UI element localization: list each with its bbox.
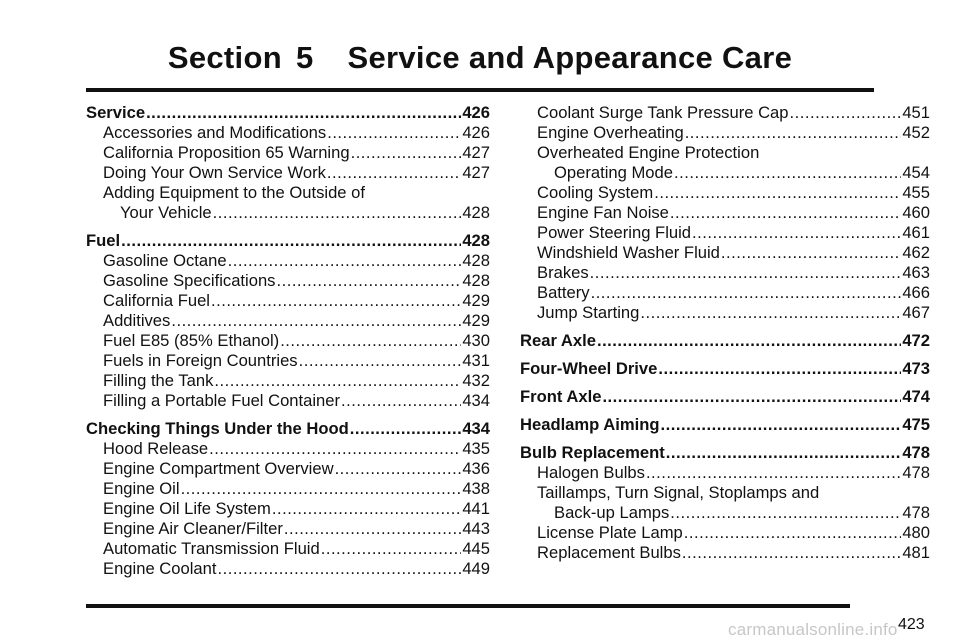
toc-entry-page: 460: [902, 203, 930, 222]
dot-leader: [682, 543, 901, 563]
toc-right-column: [520, 103, 930, 563]
dot-leader: [211, 291, 461, 311]
toc-heading-entry[interactable]: [520, 415, 930, 435]
toc-entry[interactable]: [86, 499, 490, 519]
toc-entry-page: 429: [462, 311, 490, 330]
toc-entry[interactable]: [86, 271, 490, 291]
toc-entry-label: Doing Your Own Service Work: [103, 163, 326, 182]
toc-entry[interactable]: [86, 203, 490, 223]
dot-leader: [684, 523, 902, 543]
toc-entry-label: Front Axle: [520, 387, 602, 406]
toc-entry-label: Cooling System: [537, 183, 654, 202]
toc-entry-page: 443: [462, 519, 490, 538]
toc-entry[interactable]: [86, 559, 490, 579]
toc-entry-label: Rear Axle: [520, 331, 596, 350]
toc-entry[interactable]: [520, 223, 930, 243]
toc-entry-page: 462: [902, 243, 930, 262]
toc-entry[interactable]: [520, 263, 930, 283]
toc-entry-label: Fuels in Foreign Countries: [103, 351, 298, 370]
watermark: carmanualsonline.info: [728, 620, 898, 639]
toc-entry-label: Back-up Lamps: [554, 503, 670, 522]
dot-leader: [654, 183, 901, 203]
toc-entry-page: 473: [902, 359, 930, 378]
toc-entry[interactable]: [86, 311, 490, 331]
toc-entry-label: Accessories and Modifications: [103, 123, 327, 142]
toc-entry-page: 431: [462, 351, 490, 370]
toc-entry-label: Engine Oil: [103, 479, 180, 498]
toc-entry-page: 455: [902, 183, 930, 202]
toc-entry-page: 435: [462, 439, 490, 458]
toc-heading-entry[interactable]: [86, 419, 490, 439]
toc-entry-label: Engine Fan Noise: [537, 203, 669, 222]
dot-leader: [597, 331, 901, 351]
toc-entry[interactable]: [86, 439, 490, 459]
dot-leader: [181, 479, 462, 499]
toc-heading-entry[interactable]: [520, 359, 930, 379]
toc-entry-page: 454: [902, 163, 930, 182]
toc-entry[interactable]: [86, 291, 490, 311]
toc-entry-label: Headlamp Aiming: [520, 415, 660, 434]
toc-entry[interactable]: [520, 463, 930, 483]
toc-entry[interactable]: [86, 163, 490, 183]
toc-entry-page: 434: [462, 391, 490, 410]
toc-entry-label: Battery: [537, 283, 590, 302]
dot-leader: [685, 123, 902, 143]
toc-entry-page: 452: [902, 123, 930, 142]
toc-entry-label: Bulb Replacement: [520, 443, 665, 462]
toc-entry-label: Fuel: [86, 231, 121, 250]
dot-leader: [321, 539, 462, 559]
toc-entry-page: 480: [902, 523, 930, 542]
dot-leader: [351, 143, 462, 163]
toc-entry[interactable]: [86, 351, 490, 371]
toc-entry-page: 429: [462, 291, 490, 310]
toc-entry[interactable]: [520, 103, 930, 123]
dot-leader: [658, 359, 901, 379]
toc-entry-page: 428: [462, 251, 490, 270]
dot-leader: [146, 103, 461, 123]
dot-leader: [121, 231, 461, 251]
dot-leader: [721, 243, 901, 263]
dot-leader: [280, 331, 461, 351]
toc-entry-label: Windshield Washer Fluid: [537, 243, 720, 262]
toc-entry-first-line: Taillamps, Turn Signal, Stoplamps and: [537, 483, 820, 502]
toc-entry[interactable]: [520, 543, 930, 563]
toc-entry[interactable]: [86, 123, 490, 143]
toc-entry-label: Brakes: [537, 263, 589, 282]
dot-leader: [674, 163, 901, 183]
toc-entry-page: 432: [462, 371, 490, 390]
toc-entry-label: License Plate Lamp: [537, 523, 683, 542]
toc-entry[interactable]: [520, 163, 930, 183]
dot-leader: [299, 351, 462, 371]
toc-entry-page: 428: [462, 203, 490, 222]
toc-entry-label: Coolant Surge Tank Pressure Cap: [537, 103, 789, 122]
section-word: Section: [167, 40, 282, 75]
toc-entry-label: Engine Compartment Overview: [103, 459, 334, 478]
toc-entry-label: Service: [86, 103, 146, 122]
dot-leader: [171, 311, 461, 331]
toc-entry-label: Engine Air Cleaner/Filter: [103, 519, 283, 538]
toc-entry-label: Four-Wheel Drive: [520, 359, 658, 378]
toc-entry-page: 475: [902, 415, 930, 434]
toc-entry[interactable]: [86, 479, 490, 499]
dot-leader: [670, 203, 901, 223]
dot-leader: [646, 463, 901, 483]
dot-leader: [591, 283, 902, 303]
toc-entry[interactable]: [86, 539, 490, 559]
toc-entry-page: 426: [462, 103, 490, 122]
toc-entry[interactable]: [86, 251, 490, 271]
toc-entry-label: Gasoline Octane: [103, 251, 227, 270]
toc-entry[interactable]: [86, 459, 490, 479]
toc-entry[interactable]: [86, 391, 490, 411]
dot-leader: [350, 419, 462, 439]
toc-entry-label: Your Vehicle: [120, 203, 212, 222]
toc-entry-first-line: Overheated Engine Protection: [537, 143, 760, 162]
toc-entry-label: Additives: [103, 311, 171, 330]
toc-entry-first-line: Adding Equipment to the Outside of: [103, 183, 365, 202]
toc-entry[interactable]: [520, 243, 930, 263]
toc-entry-page: 478: [902, 443, 930, 462]
toc-heading-entry[interactable]: [86, 103, 490, 123]
toc-entry-page: 428: [462, 231, 490, 250]
dot-leader: [214, 371, 461, 391]
dot-leader: [327, 123, 461, 143]
dot-leader: [341, 391, 461, 411]
toc-entry-page: 438: [462, 479, 490, 498]
toc-entry[interactable]: [86, 143, 490, 163]
dot-leader: [661, 415, 902, 435]
dot-leader: [602, 387, 901, 407]
toc-entry-page: 428: [462, 271, 490, 290]
toc-entry-page: 445: [462, 539, 490, 558]
toc-entry-label: Engine Coolant: [103, 559, 217, 578]
toc-entry-label: California Proposition 65 Warning: [103, 143, 350, 162]
toc-entry-label: Replacement Bulbs: [537, 543, 681, 562]
toc-entry-page: 461: [902, 223, 930, 242]
toc-entry-label: Halogen Bulbs: [537, 463, 645, 482]
dot-leader: [590, 263, 902, 283]
toc-entry[interactable]: [520, 123, 930, 143]
toc-entry-label: Fuel E85 (85% Ethanol): [103, 331, 280, 350]
dot-leader: [213, 203, 462, 223]
toc-entry-label: California Fuel: [103, 291, 210, 310]
toc-entry-page: 472: [902, 331, 930, 350]
dot-leader: [692, 223, 901, 243]
toc-entry-page: 466: [902, 283, 930, 302]
toc-entry[interactable]: [520, 203, 930, 223]
toc-heading-entry[interactable]: [520, 331, 930, 351]
dot-leader: [327, 163, 461, 183]
toc-entry-label: Automatic Transmission Fluid: [103, 539, 320, 558]
section-heading: Service and Appearance Care: [347, 40, 793, 75]
toc-entry[interactable]: [86, 371, 490, 391]
toc-entry[interactable]: [520, 503, 930, 523]
dot-leader: [276, 271, 461, 291]
toc-entry-page: 426: [462, 123, 490, 142]
toc-entry-label: Operating Mode: [554, 163, 673, 182]
page-number: 423: [898, 616, 925, 633]
toc-entry[interactable]: [520, 303, 930, 323]
toc-heading-entry[interactable]: [520, 443, 930, 463]
dot-leader: [228, 251, 462, 271]
dot-leader: [666, 443, 902, 463]
toc-entry-label: Filling the Tank: [103, 371, 214, 390]
section-number: 5: [295, 40, 314, 75]
toc-entry[interactable]: [520, 523, 930, 543]
toc-entry-label: Jump Starting: [537, 303, 640, 322]
toc-entry-page: 478: [902, 463, 930, 482]
toc-entry-label: Power Steering Fluid: [537, 223, 692, 242]
toc-entry-label: Engine Oil Life System: [103, 499, 271, 518]
top-rule: [86, 88, 874, 92]
toc-entry-label: Engine Overheating: [537, 123, 684, 142]
toc-entry-page: 467: [902, 303, 930, 322]
toc-entry-page: 481: [902, 543, 930, 562]
dot-leader: [790, 103, 902, 123]
toc-entry[interactable]: [520, 183, 930, 203]
dot-leader: [272, 499, 461, 519]
toc-entry[interactable]: [86, 519, 490, 539]
dot-leader: [217, 559, 461, 579]
toc-heading-entry[interactable]: [520, 387, 930, 407]
toc-entry-page: 449: [462, 559, 490, 578]
dot-leader: [640, 303, 901, 323]
toc-entry-page: 427: [462, 143, 490, 162]
toc-entry-page: 441: [462, 499, 490, 518]
toc-heading-entry[interactable]: [86, 231, 490, 251]
toc-entry-page: 436: [462, 459, 490, 478]
toc-entry-page: 434: [462, 419, 490, 438]
toc-left-column: [86, 103, 490, 579]
toc-entry[interactable]: [520, 283, 930, 303]
dot-leader: [335, 459, 462, 479]
section-title: [0, 40, 960, 76]
toc-entry-label: Hood Release: [103, 439, 209, 458]
toc-entry-label: Checking Things Under the Hood: [86, 419, 349, 438]
toc-entry[interactable]: [86, 331, 490, 351]
bottom-rule: [86, 604, 850, 608]
dot-leader: [209, 439, 461, 459]
toc-entry-page: 478: [902, 503, 930, 522]
toc-entry-label: Filling a Portable Fuel Container: [103, 391, 341, 410]
dot-leader: [284, 519, 461, 539]
dot-leader: [670, 503, 901, 523]
toc-entry-page: 474: [902, 387, 930, 406]
toc-entry-page: 463: [902, 263, 930, 282]
toc-entry-page: 430: [462, 331, 490, 350]
toc-entry-page: 451: [902, 103, 930, 122]
toc-entry-page: 427: [462, 163, 490, 182]
toc-entry-label: Gasoline Specifications: [103, 271, 276, 290]
